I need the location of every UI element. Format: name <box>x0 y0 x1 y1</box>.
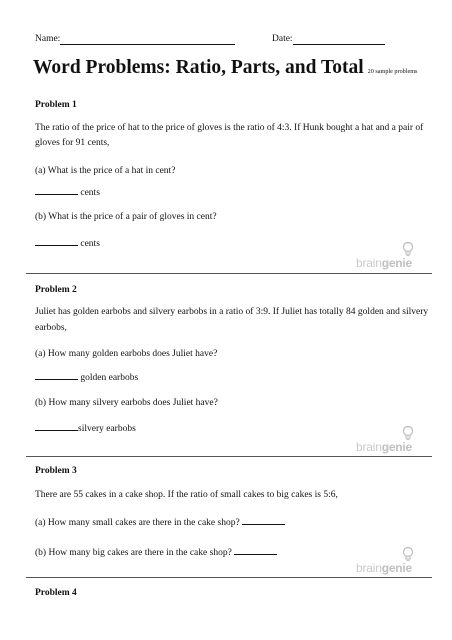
problem-4-label: Problem 4 <box>35 588 77 598</box>
answer-blank[interactable] <box>35 429 78 431</box>
problem-2-answer-a[interactable] <box>35 370 138 387</box>
answer-blank[interactable] <box>35 244 78 246</box>
problem-1-label: Problem 1 <box>35 100 77 110</box>
problem-3-question-b: (b) How many big cakes are there in the cake shop? <box>35 545 277 562</box>
name-blank[interactable] <box>60 34 235 45</box>
section-divider <box>26 456 432 457</box>
answer-blank[interactable] <box>234 553 277 555</box>
name-label: Name: <box>35 34 61 44</box>
problem-1-answer-b[interactable] <box>35 236 100 253</box>
problem-1-question-a: (a) What is the price of a hat in cent? <box>35 166 176 176</box>
braingenie-logo: braingenie <box>356 256 413 270</box>
problem-1-text-2: gloves for 91 cents, <box>35 138 110 148</box>
braingenie-logo: braingenie <box>356 561 413 575</box>
problem-1-text-1: The ratio of the price of hat to the price of gloves is the ratio of 4:3. If Hunk bought a hat and a pair of <box>35 123 424 133</box>
problem-2-question-a: (a) How many golden earbobs does Juliet have? <box>35 349 218 359</box>
date-field[interactable] <box>272 34 385 45</box>
title-main: Word Problems: Ratio, Parts, and Total <box>33 57 364 78</box>
section-divider <box>26 577 432 578</box>
title-subtitle: 20 sample problems <box>367 68 418 75</box>
problem-3-text-1: There are 55 cakes in a cake shop. If the ratio of small cakes to big cakes is 5:6, <box>35 490 338 500</box>
problem-3-question-a: (a) How many small cakes are there in the cake shop? <box>35 515 285 532</box>
answer-unit: cents <box>80 239 100 249</box>
problem-2-question-b: (b) How many silvery earbobs does Juliet have? <box>35 398 218 408</box>
lightbulb-icon <box>401 241 415 257</box>
answer-unit: golden earbobs <box>80 373 139 383</box>
lightbulb-icon <box>401 546 415 562</box>
problem-2-text-1: Juliet has golden earbobs and silvery earbobs in a ratio of 3:9. If Juliet has totally 84 golden and silvery <box>35 307 429 317</box>
problem-2-answer-b[interactable] <box>35 421 136 438</box>
date-label: Date: <box>272 34 293 44</box>
answer-blank[interactable] <box>35 193 78 195</box>
problem-2-text-2: earbobs, <box>35 323 67 333</box>
lightbulb-icon <box>401 425 415 441</box>
answer-unit: cents <box>80 188 100 198</box>
problem-1-question-b: (b) What is the price of a pair of gloves in cent? <box>35 212 217 222</box>
answer-blank[interactable] <box>35 378 78 380</box>
date-blank[interactable] <box>293 34 385 45</box>
answer-blank[interactable] <box>242 523 285 525</box>
problem-1-answer-a[interactable] <box>35 185 100 202</box>
section-divider <box>26 273 432 274</box>
problem-3-label: Problem 3 <box>35 466 77 476</box>
name-field[interactable] <box>35 34 235 45</box>
page-title <box>33 57 417 79</box>
braingenie-logo: braingenie <box>356 440 413 454</box>
problem-2-label: Problem 2 <box>35 285 77 295</box>
answer-unit: silvery earbobs <box>78 424 136 434</box>
